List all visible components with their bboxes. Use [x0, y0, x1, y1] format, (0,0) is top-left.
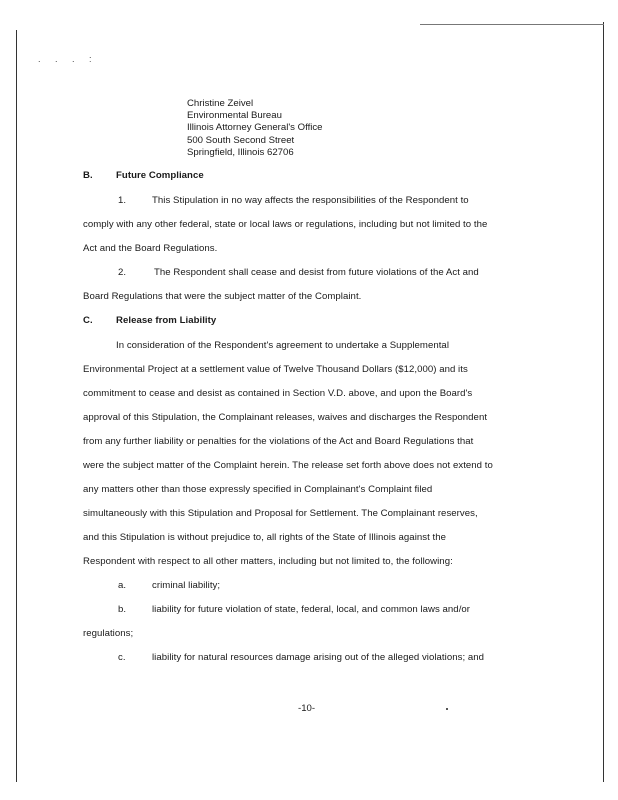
section-c-line: and this Stipulation is without prejudice to, all rights of the State of Illinois against the: [83, 532, 447, 543]
sub-item-c-letter: c.: [118, 652, 126, 663]
section-c-line: simultaneously with this Stipulation and Proposal for Settlement. The Complainant reserves,: [83, 508, 478, 519]
corner-marks: . . . :: [38, 54, 98, 64]
address-name: Christine Zeivel: [187, 98, 254, 109]
address-street: 500 South Second Street: [187, 134, 295, 146]
section-b-item2-number: 2.: [118, 267, 127, 278]
section-b-item2-line2: Board Regulations that were the subject matter of the Complaint.: [83, 291, 362, 302]
section-c-line: any matters other than those expressly specified in Complainant's Complaint filed: [83, 484, 433, 495]
section-c-line: commitment to cease and desist as contained in Section V.D. above, and upon the Board's: [83, 388, 473, 399]
section-c-title: Release from Liability: [116, 315, 217, 326]
section-b-item2-line1: The Respondent shall cease and desist from future violations of the Act and: [154, 267, 479, 278]
page-number: -10-: [298, 703, 316, 714]
section-b-item1-line2: comply with any other federal, state or local laws or regulations, including but not limited to the: [83, 219, 488, 230]
section-b-letter: B.: [83, 170, 93, 181]
scan-speck: [446, 708, 448, 710]
section-b-title: Future Compliance: [116, 170, 204, 181]
scan-border-top: [420, 24, 604, 25]
section-c-line: from any further liability or penalties for the violations of the Act and Board Regulations that: [83, 436, 474, 447]
sub-item-c-text: liability for natural resources damage arising out of the alleged violations; and: [152, 652, 485, 663]
section-c-line: were the subject matter of the Complaint herein. The release set forth above does not extend to: [83, 460, 493, 471]
section-c-line: Environmental Project at a settlement value of Twelve Thousand Dollars ($12,000) and its: [83, 364, 468, 375]
sub-item-b-letter: b.: [118, 604, 127, 615]
section-b-item1-number: 1.: [118, 195, 127, 206]
section-c-line: In consideration of the Respondent's agreement to undertake a Supplemental: [116, 340, 450, 351]
section-c-letter: C.: [83, 315, 93, 326]
scan-border-right: [603, 22, 604, 782]
address-office: Illinois Attorney General's Office: [187, 122, 323, 134]
address-unit: Environmental Bureau: [187, 110, 282, 122]
section-c-line: Respondent with respect to all other matters, including but not limited to, the following:: [83, 556, 453, 567]
sub-item-b-continuation: regulations;: [83, 628, 134, 639]
address-city: Springfield, Illinois 62706: [187, 146, 294, 158]
section-b-item1-line1: This Stipulation in no way affects the responsibilities of the Respondent to: [152, 195, 469, 206]
sub-item-a-letter: a.: [118, 580, 127, 591]
scan-border-left: [16, 30, 17, 782]
address-block: [187, 98, 323, 159]
sub-item-b-text: liability for future violation of state, federal, local, and common laws and/or: [152, 604, 471, 615]
section-c-line: approval of this Stipulation, the Complainant releases, waives and discharges the Respondent: [83, 412, 488, 423]
section-b-item1-line3: Act and the Board Regulations.: [83, 243, 218, 254]
sub-item-a-text: criminal liability;: [152, 580, 221, 591]
